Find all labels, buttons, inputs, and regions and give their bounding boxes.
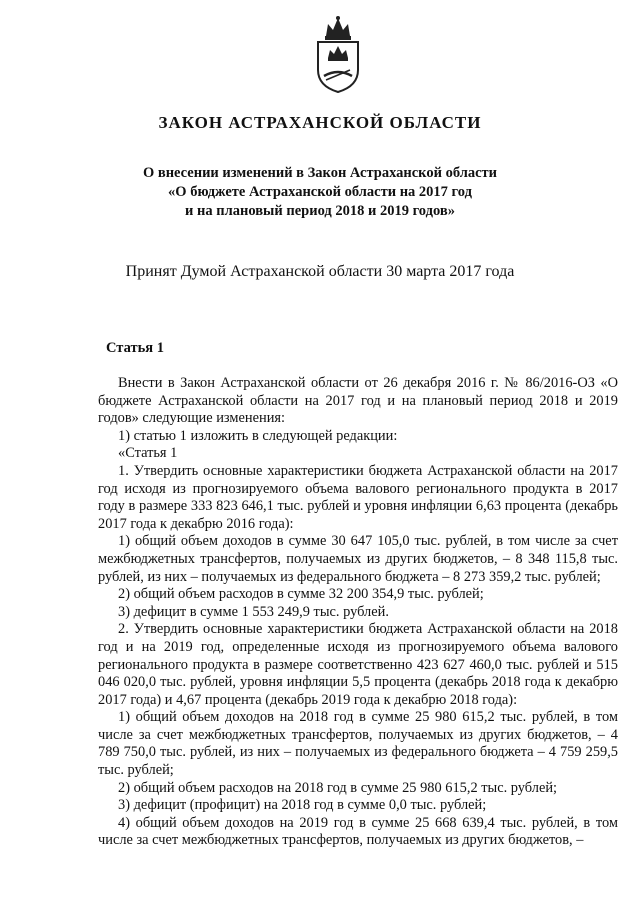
article-heading: Статья 1 bbox=[106, 340, 164, 356]
paragraph: 1. Утвердить основные характеристики бюджета Астраханской области на 2017 год исходя из прогнозируемого объема валового регионального продукта в 2017 году в размере 333 823 646,1 тыс. рублей и уровня инфляции 6,63 процента (декабрь 2017 года к декабрю 2016 года): bbox=[98, 462, 618, 532]
paragraph: Внести в Закон Астраханской области от 26 декабря 2016 г. № 86/2016-ОЗ «О бюджете Астраханской области на 2017 год и на плановый период 2018 и 2019 годов» следующие изменения: bbox=[98, 375, 618, 427]
coat-of-arms-icon bbox=[312, 14, 364, 94]
paragraph: 4) общий объем доходов на 2019 год в сумме 25 668 639,4 тыс. рублей, в том числе за счет межбюджетных трансфертов, получаемых из других бюджетов, – bbox=[98, 814, 618, 849]
subtitle-line: и на плановый период 2018 и 2019 годов» bbox=[185, 203, 455, 219]
law-title: ЗАКОН АСТРАХАНСКОЙ ОБЛАСТИ bbox=[158, 113, 482, 132]
paragraph: «Статья 1 bbox=[118, 445, 178, 462]
paragraph: 2) общий объем расходов в сумме 32 200 354,9 тыс. рублей; bbox=[118, 586, 484, 603]
article-body bbox=[98, 375, 618, 850]
law-subtitle bbox=[0, 164, 640, 221]
adoption-statement: Принят Думой Астраханской области 30 марта 2017 года bbox=[125, 263, 515, 280]
paragraph: 2) общий объем расходов на 2018 год в сумме 25 980 615,2 тыс. рублей; bbox=[118, 779, 558, 796]
paragraph: 3) дефицит в сумме 1 553 249,9 тыс. рублей. bbox=[118, 603, 389, 620]
subtitle-line: «О бюджете Астраханской области на 2017 год bbox=[168, 184, 472, 200]
paragraph: 2. Утвердить основные характеристики бюджета Астраханской области на 2018 год и на 2019 год, определенные исходя из прогнозируемого объема валового регионального продукта в размере соответственно 423 627 460,0 тыс. рублей и 515 046 020,0 тыс. рублей, уровня инфляции 5,5 процента (декабрь 2018 года к декабрю 2017 года) и 4,67 процента (декабрь 2019 года к декабрю 2018 года): bbox=[98, 621, 618, 708]
paragraph: 1) общий объем доходов на 2018 год в сумме 25 980 615,2 тыс. рублей, в том числе за счет межбюджетных трансфертов, получаемых из других бюджетов, – 4 789 750,0 тыс. рублей, из них – получаемых из федерального бюджета – 4 759 259,5 тыс. рублей; bbox=[98, 709, 618, 779]
paragraph: 1) общий объем доходов в сумме 30 647 105,0 тыс. рублей, в том числе за счет межбюджетных трансфертов, получаемых из других бюджетов, – 8 348 115,8 тыс. рублей, из них – получаемых из федерального бюджета – 8 273 359,2 тыс. рублей; bbox=[98, 533, 618, 585]
paragraph: 1) статью 1 изложить в следующей редакции: bbox=[118, 427, 398, 444]
paragraph: 3) дефицит (профицит) на 2018 год в сумме 0,0 тыс. рублей; bbox=[118, 797, 487, 814]
subtitle-line: О внесении изменений в Закон Астраханской области bbox=[142, 165, 498, 181]
